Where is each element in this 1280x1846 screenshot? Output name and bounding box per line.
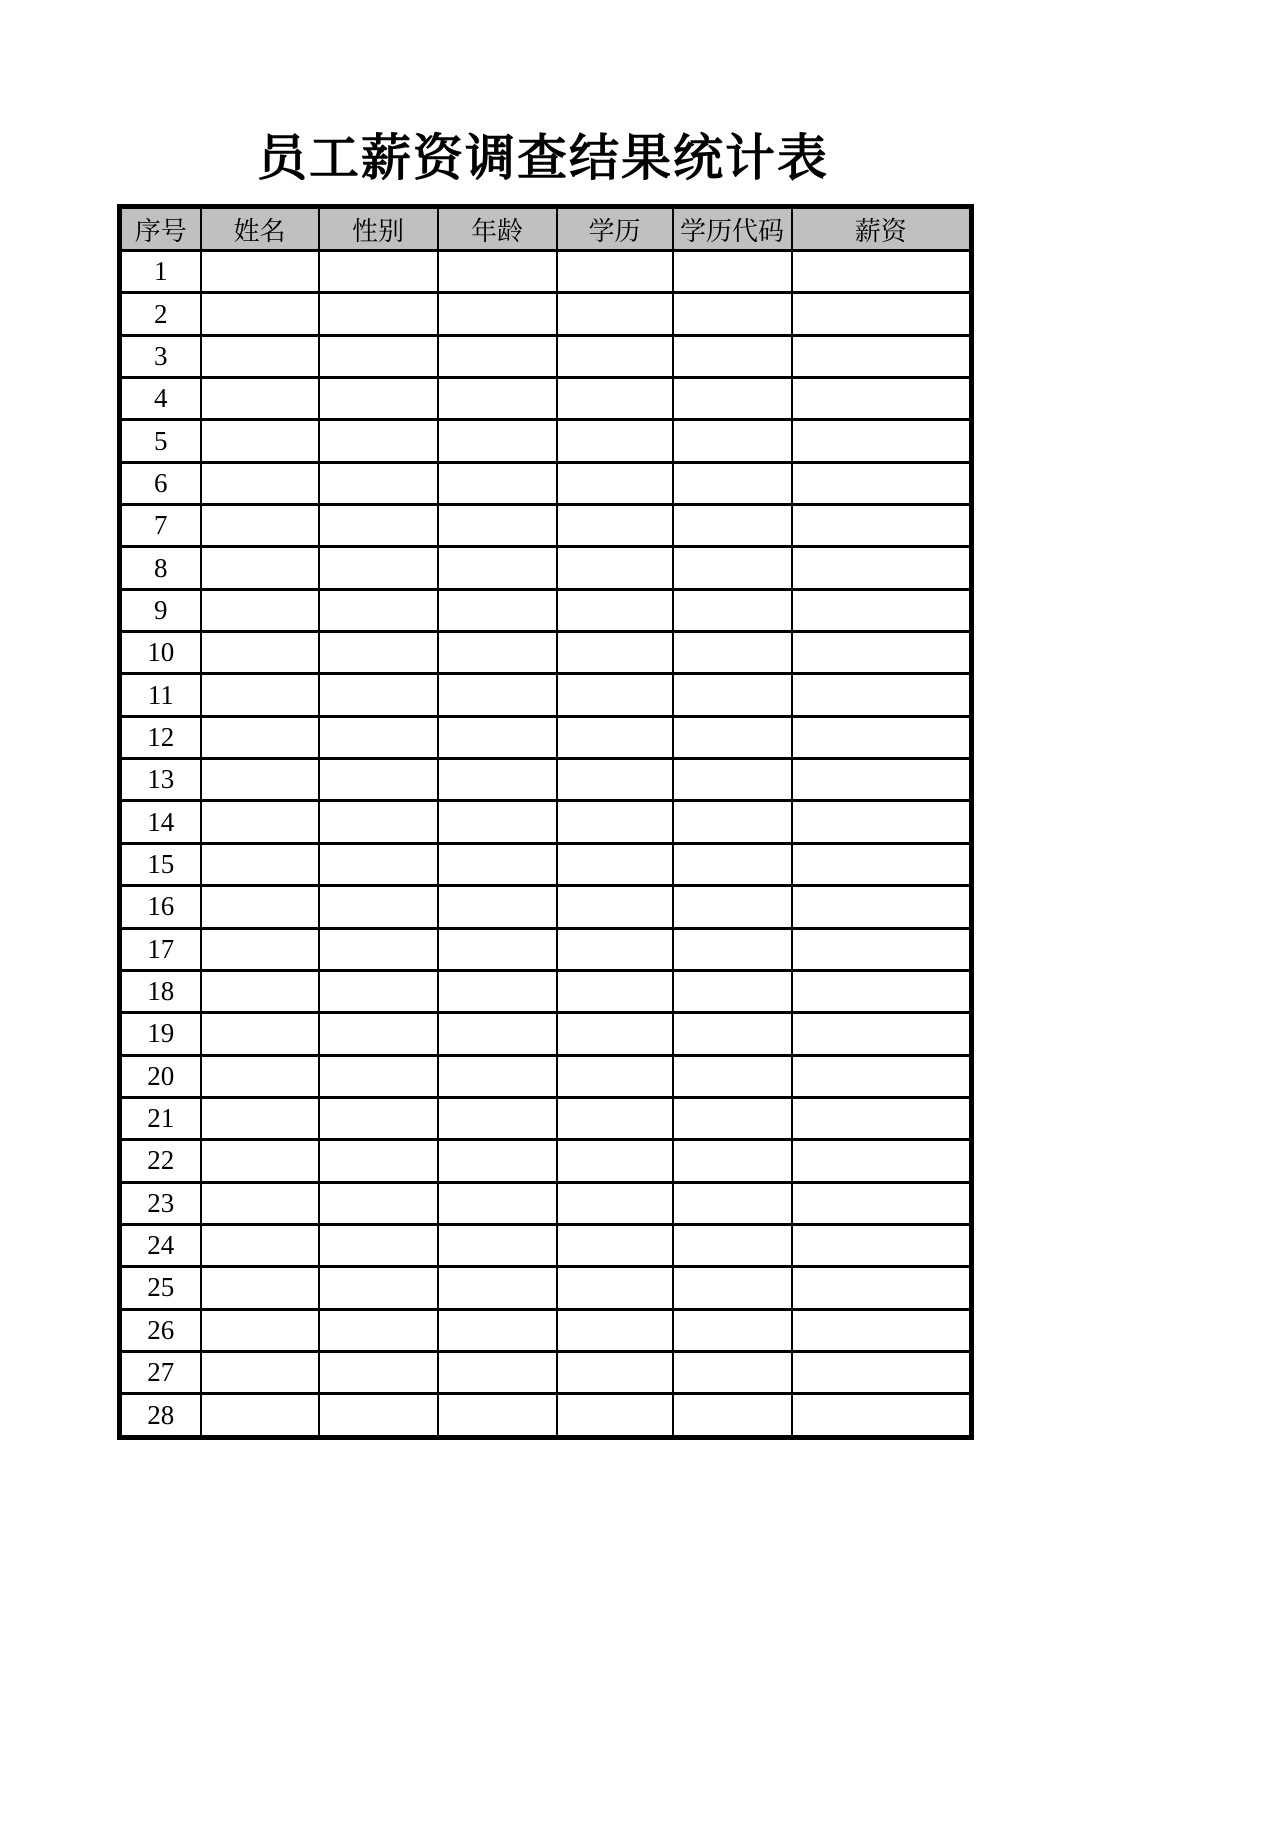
- gender-cell: [319, 716, 438, 758]
- row-number-cell: 1: [120, 251, 201, 293]
- education-cell: [557, 589, 673, 631]
- row-number-cell: 7: [120, 505, 201, 547]
- table-row: [120, 1097, 972, 1139]
- age-cell: [438, 1140, 557, 1182]
- name-cell: [201, 378, 319, 420]
- age-cell: [438, 251, 557, 293]
- education-code-cell: [673, 378, 792, 420]
- salary-cell: [792, 1055, 972, 1097]
- table-row: [120, 589, 972, 631]
- row-number-cell: 8: [120, 547, 201, 589]
- row-number-cell: 13: [120, 759, 201, 801]
- salary-cell: [792, 843, 972, 885]
- row-number-cell: 19: [120, 1013, 201, 1055]
- header-cell-name: 姓名: [201, 207, 319, 251]
- salary-cell: [792, 1394, 972, 1438]
- name-cell: [201, 759, 319, 801]
- salary-cell: [792, 716, 972, 758]
- education-cell: [557, 1224, 673, 1266]
- name-cell: [201, 674, 319, 716]
- education-code-cell: [673, 547, 792, 589]
- salary-cell: [792, 886, 972, 928]
- education-code-cell: [673, 1309, 792, 1351]
- education-cell: [557, 462, 673, 504]
- table-row: [120, 716, 972, 758]
- header-cell-age: 年龄: [438, 207, 557, 251]
- table-row: [120, 843, 972, 885]
- table-row: [120, 293, 972, 335]
- education-code-cell: [673, 632, 792, 674]
- age-cell: [438, 378, 557, 420]
- age-cell: [438, 1097, 557, 1139]
- education-code-cell: [673, 251, 792, 293]
- gender-cell: [319, 293, 438, 335]
- name-cell: [201, 801, 319, 843]
- education-cell: [557, 970, 673, 1012]
- education-cell: [557, 1267, 673, 1309]
- table-row: [120, 462, 972, 504]
- name-cell: [201, 843, 319, 885]
- education-code-cell: [673, 1351, 792, 1393]
- gender-cell: [319, 1055, 438, 1097]
- gender-cell: [319, 1394, 438, 1438]
- row-number-cell: 14: [120, 801, 201, 843]
- education-cell: [557, 505, 673, 547]
- education-code-cell: [673, 589, 792, 631]
- education-cell: [557, 420, 673, 462]
- gender-cell: [319, 928, 438, 970]
- salary-cell: [792, 674, 972, 716]
- table-row: [120, 335, 972, 377]
- name-cell: [201, 1140, 319, 1182]
- table-row: [120, 1140, 972, 1182]
- header-cell-gender: 性别: [319, 207, 438, 251]
- gender-cell: [319, 1224, 438, 1266]
- name-cell: [201, 1309, 319, 1351]
- salary-cell: [792, 420, 972, 462]
- name-cell: [201, 251, 319, 293]
- row-number-cell: 26: [120, 1309, 201, 1351]
- row-number-cell: 28: [120, 1394, 201, 1438]
- name-cell: [201, 1055, 319, 1097]
- age-cell: [438, 547, 557, 589]
- education-cell: [557, 251, 673, 293]
- education-cell: [557, 1013, 673, 1055]
- name-cell: [201, 547, 319, 589]
- education-cell: [557, 716, 673, 758]
- gender-cell: [319, 462, 438, 504]
- gender-cell: [319, 589, 438, 631]
- salary-cell: [792, 547, 972, 589]
- age-cell: [438, 1267, 557, 1309]
- salary-cell: [792, 1351, 972, 1393]
- education-code-cell: [673, 1267, 792, 1309]
- row-number-cell: 3: [120, 335, 201, 377]
- education-cell: [557, 632, 673, 674]
- education-code-cell: [673, 674, 792, 716]
- table-row: [120, 378, 972, 420]
- education-code-cell: [673, 1140, 792, 1182]
- gender-cell: [319, 801, 438, 843]
- name-cell: [201, 1394, 319, 1438]
- row-number-cell: 22: [120, 1140, 201, 1182]
- gender-cell: [319, 1267, 438, 1309]
- education-cell: [557, 928, 673, 970]
- header-cell-no: 序号: [120, 207, 201, 251]
- gender-cell: [319, 335, 438, 377]
- gender-cell: [319, 759, 438, 801]
- gender-cell: [319, 547, 438, 589]
- salary-cell: [792, 293, 972, 335]
- salary-cell: [792, 632, 972, 674]
- gender-cell: [319, 632, 438, 674]
- gender-cell: [319, 1351, 438, 1393]
- name-cell: [201, 589, 319, 631]
- age-cell: [438, 886, 557, 928]
- salary-cell: [792, 1309, 972, 1351]
- education-cell: [557, 1182, 673, 1224]
- education-code-cell: [673, 335, 792, 377]
- education-code-cell: [673, 716, 792, 758]
- education-code-cell: [673, 1097, 792, 1139]
- education-cell: [557, 1351, 673, 1393]
- education-cell: [557, 843, 673, 885]
- age-cell: [438, 1351, 557, 1393]
- education-cell: [557, 1055, 673, 1097]
- row-number-cell: 5: [120, 420, 201, 462]
- education-code-cell: [673, 1055, 792, 1097]
- education-cell: [557, 886, 673, 928]
- row-number-cell: 16: [120, 886, 201, 928]
- education-code-cell: [673, 801, 792, 843]
- row-number-cell: 2: [120, 293, 201, 335]
- name-cell: [201, 1097, 319, 1139]
- education-code-cell: [673, 970, 792, 1012]
- header-cell-education: 学历: [557, 207, 673, 251]
- education-code-cell: [673, 928, 792, 970]
- education-cell: [557, 674, 673, 716]
- education-cell: [557, 378, 673, 420]
- table-row: [120, 505, 972, 547]
- salary-cell: [792, 378, 972, 420]
- salary-cell: [792, 1013, 972, 1055]
- age-cell: [438, 970, 557, 1012]
- salary-cell: [792, 801, 972, 843]
- age-cell: [438, 1182, 557, 1224]
- salary-cell: [792, 928, 972, 970]
- salary-cell: [792, 251, 972, 293]
- education-code-cell: [673, 886, 792, 928]
- education-cell: [557, 801, 673, 843]
- education-code-cell: [673, 293, 792, 335]
- gender-cell: [319, 886, 438, 928]
- table-row: [120, 1351, 972, 1393]
- row-number-cell: 9: [120, 589, 201, 631]
- table-row: [120, 632, 972, 674]
- table-row: [120, 928, 972, 970]
- education-cell: [557, 1394, 673, 1438]
- row-number-cell: 11: [120, 674, 201, 716]
- row-number-cell: 24: [120, 1224, 201, 1266]
- age-cell: [438, 505, 557, 547]
- row-number-cell: 20: [120, 1055, 201, 1097]
- table-row: [120, 1182, 972, 1224]
- table-header-row: [120, 207, 972, 251]
- age-cell: [438, 1055, 557, 1097]
- gender-cell: [319, 378, 438, 420]
- age-cell: [438, 335, 557, 377]
- header-cell-salary: 薪资: [792, 207, 972, 251]
- table-row: [120, 970, 972, 1012]
- table-row: [120, 801, 972, 843]
- salary-cell: [792, 589, 972, 631]
- gender-cell: [319, 505, 438, 547]
- row-number-cell: 21: [120, 1097, 201, 1139]
- gender-cell: [319, 970, 438, 1012]
- name-cell: [201, 420, 319, 462]
- name-cell: [201, 335, 319, 377]
- salary-cell: [792, 1140, 972, 1182]
- name-cell: [201, 1351, 319, 1393]
- salary-cell: [792, 759, 972, 801]
- gender-cell: [319, 251, 438, 293]
- name-cell: [201, 970, 319, 1012]
- name-cell: [201, 632, 319, 674]
- age-cell: [438, 759, 557, 801]
- age-cell: [438, 420, 557, 462]
- age-cell: [438, 843, 557, 885]
- salary-cell: [792, 1097, 972, 1139]
- age-cell: [438, 1224, 557, 1266]
- education-code-cell: [673, 1182, 792, 1224]
- table-row: [120, 674, 972, 716]
- row-number-cell: 17: [120, 928, 201, 970]
- name-cell: [201, 1013, 319, 1055]
- age-cell: [438, 632, 557, 674]
- table-row: [120, 1013, 972, 1055]
- table-row: [120, 547, 972, 589]
- row-number-cell: 10: [120, 632, 201, 674]
- gender-cell: [319, 1309, 438, 1351]
- row-number-cell: 6: [120, 462, 201, 504]
- education-code-cell: [673, 462, 792, 504]
- name-cell: [201, 1267, 319, 1309]
- name-cell: [201, 1224, 319, 1266]
- age-cell: [438, 801, 557, 843]
- education-code-cell: [673, 505, 792, 547]
- row-number-cell: 12: [120, 716, 201, 758]
- page-title: 员工薪资调查结果统计表: [257, 130, 829, 186]
- salary-cell: [792, 505, 972, 547]
- table-row: [120, 1394, 972, 1438]
- header-cell-education_code: 学历代码: [673, 207, 792, 251]
- age-cell: [438, 674, 557, 716]
- education-code-cell: [673, 1224, 792, 1266]
- age-cell: [438, 462, 557, 504]
- row-number-cell: 4: [120, 378, 201, 420]
- age-cell: [438, 589, 557, 631]
- education-code-cell: [673, 1394, 792, 1438]
- age-cell: [438, 1013, 557, 1055]
- name-cell: [201, 462, 319, 504]
- education-cell: [557, 547, 673, 589]
- salary-survey-table: [117, 204, 974, 1440]
- salary-cell: [792, 1267, 972, 1309]
- age-cell: [438, 1309, 557, 1351]
- row-number-cell: 15: [120, 843, 201, 885]
- table-row: [120, 1224, 972, 1266]
- age-cell: [438, 928, 557, 970]
- education-code-cell: [673, 759, 792, 801]
- name-cell: [201, 928, 319, 970]
- table-row: [120, 759, 972, 801]
- education-cell: [557, 293, 673, 335]
- gender-cell: [319, 1182, 438, 1224]
- education-cell: [557, 759, 673, 801]
- row-number-cell: 27: [120, 1351, 201, 1393]
- table-row: [120, 1267, 972, 1309]
- name-cell: [201, 886, 319, 928]
- gender-cell: [319, 674, 438, 716]
- education-code-cell: [673, 843, 792, 885]
- education-code-cell: [673, 420, 792, 462]
- education-cell: [557, 1097, 673, 1139]
- name-cell: [201, 716, 319, 758]
- table-row: [120, 420, 972, 462]
- row-number-cell: 23: [120, 1182, 201, 1224]
- education-cell: [557, 1140, 673, 1182]
- gender-cell: [319, 843, 438, 885]
- row-number-cell: 18: [120, 970, 201, 1012]
- salary-cell: [792, 1182, 972, 1224]
- gender-cell: [319, 1097, 438, 1139]
- age-cell: [438, 1394, 557, 1438]
- table-row: [120, 886, 972, 928]
- row-number-cell: 25: [120, 1267, 201, 1309]
- name-cell: [201, 293, 319, 335]
- education-cell: [557, 1309, 673, 1351]
- salary-cell: [792, 1224, 972, 1266]
- name-cell: [201, 505, 319, 547]
- table-row: [120, 1309, 972, 1351]
- salary-cell: [792, 970, 972, 1012]
- salary-cell: [792, 462, 972, 504]
- age-cell: [438, 716, 557, 758]
- name-cell: [201, 1182, 319, 1224]
- education-cell: [557, 335, 673, 377]
- age-cell: [438, 293, 557, 335]
- gender-cell: [319, 1013, 438, 1055]
- gender-cell: [319, 1140, 438, 1182]
- salary-cell: [792, 335, 972, 377]
- table-row: [120, 251, 972, 293]
- education-code-cell: [673, 1013, 792, 1055]
- gender-cell: [319, 420, 438, 462]
- table-row: [120, 1055, 972, 1097]
